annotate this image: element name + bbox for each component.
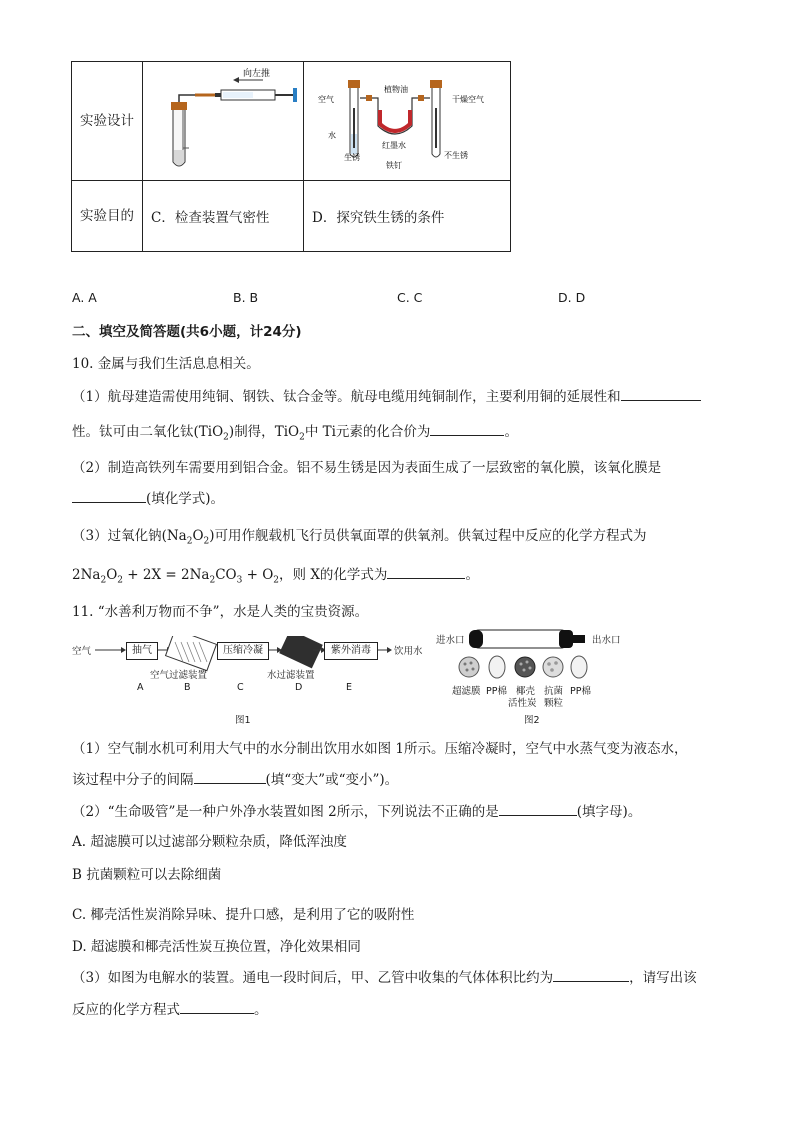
fig1-letter-b: B [184, 682, 191, 693]
fig1-caption: 图1 [235, 715, 251, 726]
rust-label: 生锈 [344, 153, 360, 162]
fig2-label-pp2: PP棉 [570, 686, 591, 697]
fig1-air: 空气 [72, 646, 92, 657]
q11-option-c[interactable]: C. 椰壳活性炭消除异味、提升口感，是利用了它的吸附性 [72, 907, 415, 923]
q10-p3a-pre: （3）过氧化钠 [72, 528, 162, 544]
q10-p3b [72, 563, 479, 586]
fig1-letter-d: D [295, 682, 303, 693]
purpose-c: C．检查装置气密性 [143, 181, 304, 252]
q11-option-d[interactable]: D. 超滤膜和椰壳活性炭互换位置，净化效果相同 [72, 939, 361, 955]
option-a[interactable]: A. A [72, 290, 97, 305]
q10-blank-4[interactable] [387, 564, 465, 579]
q10-p3a-post: 可用作舰载机飞行员供氧面罩的供氧剂。供氧过程中反应的化学方程式为 [214, 528, 647, 544]
purpose-d: D．探究铁生锈的条件 [304, 181, 511, 252]
q11-p2 [72, 800, 641, 820]
fig2-inlet: 进水口 [436, 635, 465, 646]
q10-p1a [72, 385, 701, 405]
fig-c-cell [143, 62, 304, 181]
iron-rust-apparatus-figure [304, 62, 510, 176]
q11-p1b [72, 768, 398, 788]
fig1-box-condense: 压缩冷凝 [217, 642, 269, 660]
fig1-letter-a: A [137, 682, 144, 693]
row-header-purpose: 实验目的 [72, 181, 143, 252]
fig2-outlet: 出水口 [592, 635, 621, 646]
fig2-label-granule: 颗粒 [544, 698, 564, 709]
q11-p1a: （1）空气制水机可利用大气中的水分制出饮用水如图 1所示。压缩冷凝时，空气中水蒸气变为液态水， [72, 741, 688, 757]
fig1-letter-c: C [237, 682, 244, 693]
fig1-letter-e: E [346, 682, 353, 693]
q11-p3a-pre: （3）如图为电解水的装置。通电一段时间后，甲、乙管中收集的气体体积比约为 [72, 970, 554, 986]
red-ink-label: 红墨水 [382, 141, 406, 150]
q10-p2a: （2）制造高铁列车需要用到铝合金。铝不易生锈是因为表面生成了一层致密的氧化膜，该氧化膜是 [72, 460, 662, 476]
option-d[interactable]: D. D [558, 290, 586, 305]
airtight-check-apparatus-figure [143, 62, 303, 176]
fig2-label-antibac: 抗菌 [544, 686, 564, 697]
q11-blank-4[interactable] [180, 999, 254, 1014]
q11-option-a[interactable]: A. 超滤膜可以过滤部分颗粒杂质，降低浑浊度 [72, 834, 347, 850]
q11-p1b-post: (填“变大”或“变小”)。 [265, 772, 399, 788]
q10-period-2: 。 [465, 567, 479, 583]
no-rust-label: 不生锈 [444, 151, 468, 160]
q10-p2b-text: (填化学式)。 [146, 491, 225, 507]
q10-p1b-pre: 性。钛可由二氧化钛 [72, 424, 194, 440]
dry-air-label: 干燥空气 [452, 95, 484, 104]
q10-p1b [72, 420, 518, 443]
q11-p2-post: (填字母)。 [576, 804, 642, 820]
q11-p3b [72, 998, 268, 1018]
fig2-caption: 图2 [524, 715, 540, 726]
reaction-equation: $2Na_2O_2 + 2X = 2Na_2CO_3 + O_2$ [72, 567, 280, 586]
q10-p1b-mid: 制得， [234, 424, 275, 440]
q10-p2b [72, 487, 224, 507]
water-label: 水 [328, 131, 336, 140]
push-left-label: 向左推 [243, 69, 271, 79]
q11-p2-pre: （2）“生命吸管”是一种户外净水装置如图 2所示，下列说法不正确的是 [72, 804, 499, 820]
air-label: 空气 [318, 95, 334, 104]
fig1-water-filter-label: 水过滤装置 [267, 670, 315, 681]
q11-blank-1[interactable] [194, 769, 266, 784]
q10-p1a-text: （1）航母建造需使用纯铜、钢铁、钛合金等。航母电缆用纯铜制作，主要利用铜的延展性和 [72, 389, 621, 405]
q11-p3a [72, 966, 697, 986]
option-b[interactable]: B. B [233, 290, 259, 305]
q10-p3a [72, 524, 647, 547]
section-title: 二、填空及简答题(共6小题，计24分) [72, 324, 302, 340]
row-header-design: 实验设计 [72, 62, 143, 181]
na2o2-formula: $(Na_2O_2)$ [161, 528, 215, 547]
fig2-label-uf: 超滤膜 [452, 686, 481, 697]
fig-d-cell [304, 62, 511, 181]
q10-p3b-post: ，则 X的化学式为 [279, 567, 388, 583]
q10-period-1: 。 [504, 424, 518, 440]
tio2-formula-2: TiO$_2$ [274, 424, 305, 443]
fig1-air-filter-label: 空气过滤装置 [150, 670, 208, 681]
option-c[interactable]: C. C [397, 290, 423, 305]
fig1-out: 饮用水 [394, 646, 423, 657]
q11-p1b-pre: 该过程中分子的间隔 [72, 772, 194, 788]
q10-blank-3[interactable] [72, 488, 146, 503]
experiment-table [71, 61, 511, 252]
q11-option-b[interactable]: B 抗菌颗粒可以去除细菌 [72, 867, 222, 883]
q10-stem: 10. 金属与我们生活息息相关。 [72, 356, 260, 372]
q11-period: 。 [254, 1002, 268, 1018]
fig2-label-carbon: 活性炭 [508, 698, 537, 709]
q10-p1b-post: 中 Ti元素的化合价为 [304, 424, 431, 440]
q11-p3a-post: ，请写出该 [629, 970, 697, 986]
q11-blank-2[interactable] [499, 801, 577, 816]
q11-stem: 11. “水善利万物而不争”，水是人类的宝贵资源。 [72, 604, 369, 620]
q11-blank-3[interactable] [553, 967, 629, 982]
fig2-label-coconut: 椰壳 [516, 686, 536, 697]
q10-blank-1[interactable] [621, 386, 701, 401]
fig2-label-pp1: PP棉 [486, 686, 507, 697]
q10-blank-2[interactable] [430, 421, 504, 436]
fig1-box-pump: 抽气 [126, 642, 158, 660]
nail-label: 铁钉 [386, 161, 402, 170]
q11-p3b-text: 反应的化学方程式 [72, 1002, 180, 1018]
fig1-box-uv: 紫外消毒 [324, 642, 378, 660]
tio2-formula-1: (TiO$_2$) [193, 424, 235, 443]
oil-label: 植物油 [384, 85, 408, 94]
